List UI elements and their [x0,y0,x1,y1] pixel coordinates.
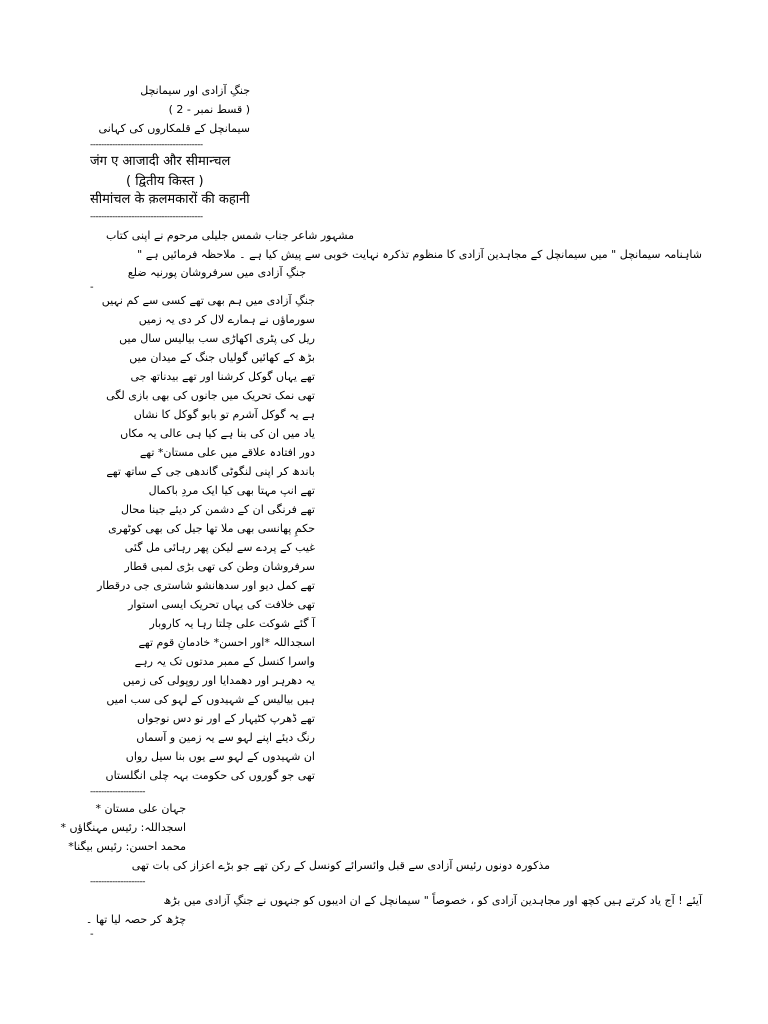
separator-line: ----------------------------------------- [90,140,203,150]
separator-line: -------------------- [90,877,145,887]
poem-verse: دور افتادہ علاقے میں علی مستان* تھے [139,446,315,459]
poem-verse: تھی جو گوروں کی حکومت بہہ چلی انگلستاں [105,769,315,782]
poem-verse: جنگِ آزادی میں ہم بھی تھے کسی سے کم نہیں [101,294,315,307]
poem-verse: اسجداللہ *اور احسن* خادمانِ قوم تھے [138,636,315,649]
poem-verse: واسرا کنسل کے ممبر مدتوں تک یہ رہے [134,655,315,668]
poem-verse: تھی خلافت کی یہاں تحریک ایسی استوار [128,598,315,611]
closing-line: چڑھ کر حصہ لیا تھا ۔ [85,913,186,926]
poem-verse: تھے انپ مہتا بھی کیا ایک مردِ باکمال [148,484,315,497]
poem-verse: یہ دھرہر اور دھمدایا اور روپولی کی زمیں [122,674,315,687]
urdu-title: جنگِ آزادی اور سیمانچل [140,84,250,97]
footnote: مذکورہ دونوں رئیس آزادی سے قبل وائسرائے کونسل کے رکن تھے جو بڑے اعزاز کی بات تھی [131,859,550,872]
poem-verse: تھے یہاں گوکل کرشنا اور تھے بیدناتھ جی [130,370,315,383]
dash-marker: - [90,282,94,293]
urdu-subtitle: سیمانچل کے قلمکاروں کی کہانی [98,122,250,135]
poem-verse: تھی نمک تحریک میں جانوں کی بھی بازی لگی [106,389,315,402]
hindi-title: जंग ए आजादी और सीमान्चल [90,154,231,169]
footnote: جہان علی مستان * [95,802,186,815]
urdu-part-number: ( قسط نمبر - 2 ) [168,103,250,116]
poem-verse: غیب کے پردے سے لیکن پھر رہائی مل گئی [124,541,315,554]
poem-verse: یاد میں ان کی بنا ہے کیا ہی عالی یہ مکاں [120,427,315,440]
separator-line: ----------------------------------------- [90,212,203,222]
poem-verse: ان شہیدوں کے لہو سے یوں بنا سیل رواں [125,750,315,763]
poem-verse: آ گئے شوکت علی چلتا رہا یہ کاروبار [149,617,315,630]
closing-line: آیئے ! آج یاد کرتے ہیں کچھ اور مجاہدین آزادی کو ، خصوصاً " سیمانچل کے ان ادیبوں کو جنہوں نے جنگِ آزادی میں بڑھ [163,894,702,907]
poem-verse: ہے یہ گوکل آشرم تو بابو گوکل کا نشاں [133,408,315,421]
poem-verse: حکمِ پھانسی بھی ملا تھا جیل کی بھی کوٹھری [108,522,315,535]
hindi-part-number: ( द्वितीय किस्त ) [126,174,204,189]
document-page [60,84,702,1014]
dash-marker: - [90,929,94,940]
footnote: محمد احسن: رئیس بیگنا* [68,840,186,853]
poem-verse: تھے ڈھرپ کٹیہار کے اور نو دس نوجواں [137,712,315,725]
poem-verse: باندھ کر اپنی لنگوٹی گاندھی جی کے ساتھ تھے [106,465,315,478]
poem-verse: سرفروشان وطن کی تھی بڑی لمبی قطار [124,560,315,573]
poem-verse: سورماؤں نے ہمارے لال کر دی یہ زمیں [138,313,315,326]
poem-verse: بڑھ کے کھائیں گولیاں جنگ کے میدان میں [129,351,315,364]
separator-line: -------------------- [90,787,145,797]
intro-line: مشہور شاعر جناب شمس جلیلی مرحوم نے اپنی کتاب [106,229,354,242]
poem-verse: ریل کی پٹری اکھاڑی سب بیالیس سال میں [119,332,315,345]
poem-verse: تھے فرنگی ان کے دشمن کر دیئے جینا محال [120,503,315,516]
footnote: اسجداللہ: رئیس مہنگاؤں * [60,821,186,834]
intro-line: جنگِ آزادی میں سرفروشان پورنیہ ضلع [127,266,306,279]
intro-line: شاہنامہ سیمانچل " میں سیمانچل کے مجاہدین آزادی کا منظوم تذکرہ نہایت خوبی سے پیش کیا ہے ۔ ملاحظہ فرمائیں ہے " [137,248,702,261]
poem-verse: ہیں بیالیس کے شہیدوں کے لہو کی سب امیں [106,693,315,706]
poem-verse: رنگ دیئے اپنے لہو سے یہ زمین و آسماں [136,731,315,744]
poem-verse: تھے کمل دیو اور سدھانشو شاستری جی درقطار [97,579,315,592]
hindi-subtitle: सीमांचल के क़लमकारों की कहानी [90,192,250,207]
